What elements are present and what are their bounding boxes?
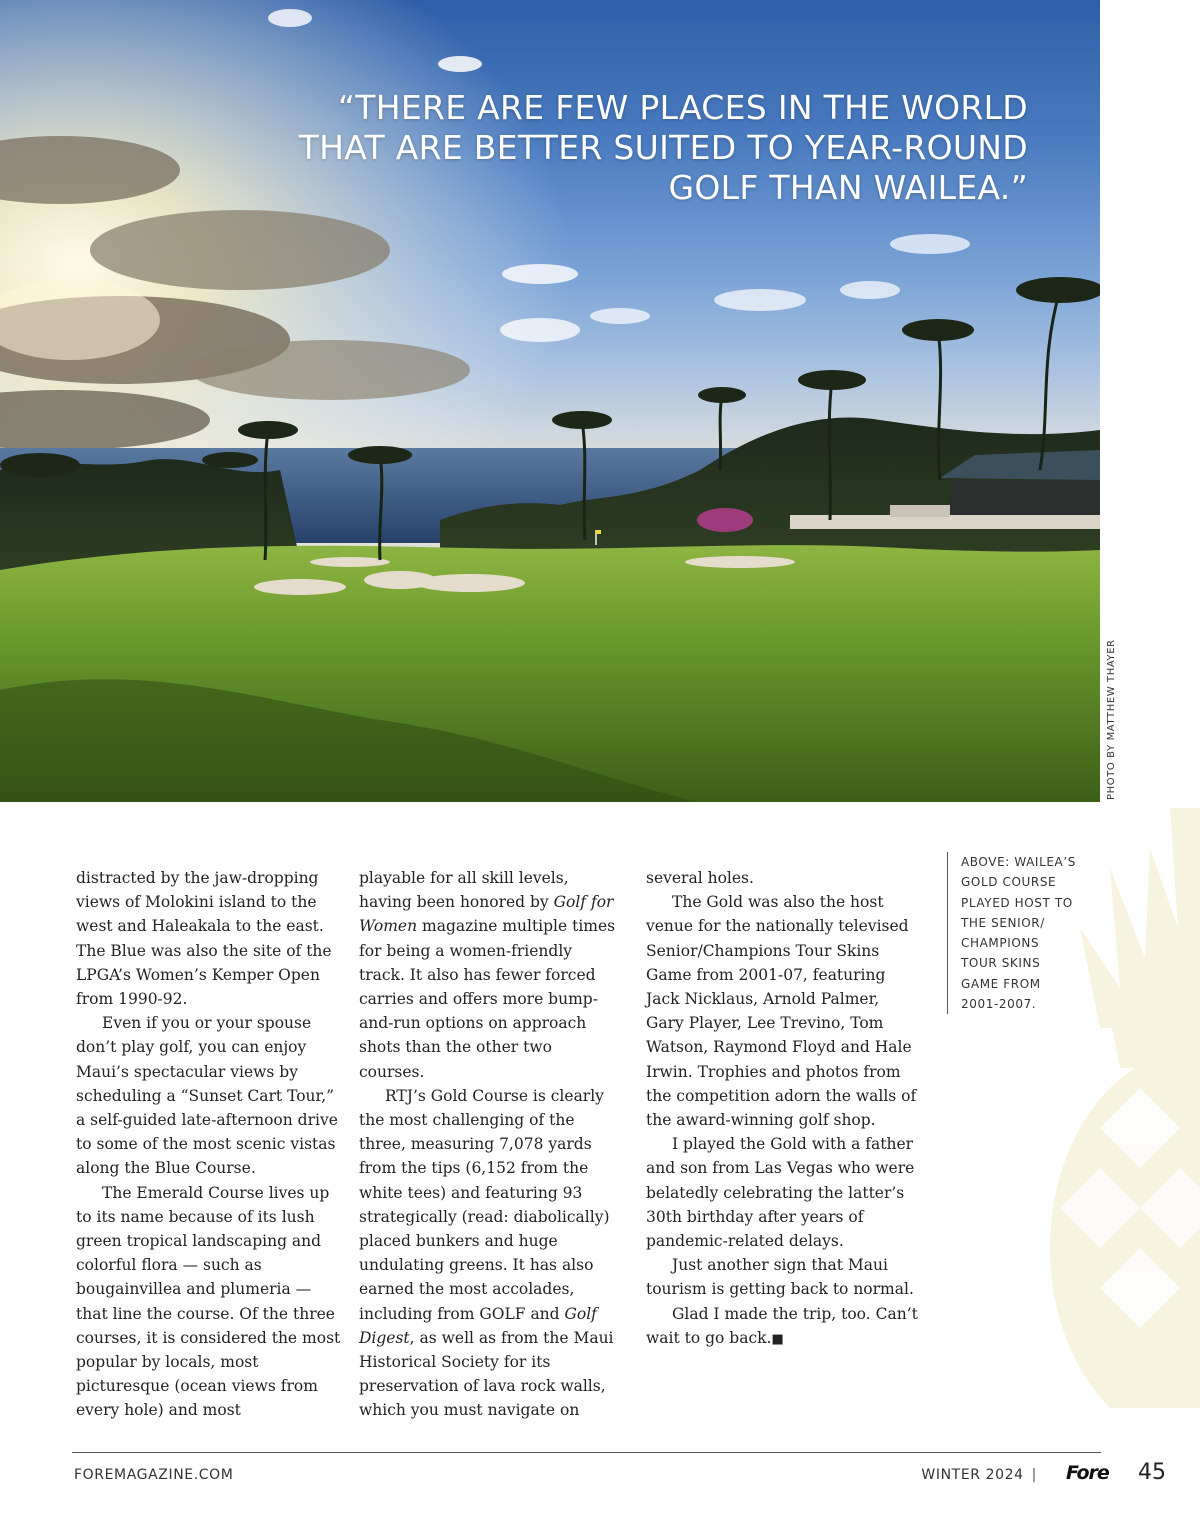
paragraph	[646, 1253, 918, 1301]
footer-issue	[921, 1467, 1045, 1483]
paragraph	[76, 1181, 346, 1423]
text-run: several holes.	[646, 869, 754, 887]
issue-date: WINTER 2024	[921, 1467, 1024, 1483]
text-run: The Emerald Course lives up to its name because of its lush green tropical landscaping and colorful flora — such as bougainvillea and plumeria — that line the course. Of the three courses, it is considered the most popular by locals, most picturesque (ocean views from every hole) and most	[76, 1183, 341, 1420]
italic-text: Golf for Women	[359, 893, 614, 936]
text-run: , as well as from the Maui Historical Society for its preservation of lava rock walls, which you must navigate on	[359, 1328, 614, 1420]
text-run: The Gold was also the host venue for the nationally televised Senior/Champions Tour Skins Game from 2001-07, featuring Jack Nicklaus, Arnold Palmer, Gary Player, Lee Trevino, Tom Watson, Raymond Floyd and Hale Irwin. Trophies and photos from the competition adorn the walls of the award-winning golf shop.	[646, 893, 917, 1130]
footer-website: FOREMAGAZINE.COM	[74, 1467, 234, 1483]
body-column-1	[76, 866, 346, 1423]
text-run: Even if you or your spouse don’t play golf, you can enjoy Maui’s spectacular views by scheduling a “Sunset Cart Tour,” a self-guided late-afternoon drive to some of the most scenic vistas along the Blue Course.	[76, 1014, 338, 1178]
footer-divider	[72, 1452, 1101, 1453]
italic-text: Golf Digest	[359, 1304, 597, 1347]
paragraph	[76, 866, 346, 1011]
bougainvillea-flowers	[697, 508, 753, 532]
photo-credit: PHOTO BY MATTHEW THAYER	[1106, 639, 1117, 800]
text-run: I played the Gold with a father and son from Las Vegas who were belatedly celebrating the latter’s 30th birthday after years of pandemic-related delays.	[646, 1135, 915, 1251]
page-number: 45	[1138, 1460, 1166, 1485]
hero-photo	[0, 0, 1100, 802]
paragraph	[646, 1132, 918, 1253]
text-run: Glad I made the trip, too. Can’t wait to go back.	[646, 1304, 918, 1347]
paragraph	[76, 1011, 346, 1180]
end-mark: ■	[771, 1331, 784, 1347]
footer-separator: |	[1031, 1467, 1037, 1483]
photo-caption: ABOVE: WAILEA’S GOLD COURSE PLAYED HOST TO THE SENIOR/ CHAMPIONS TOUR SKINS GAME FROM 2001-2007.	[947, 852, 1076, 1014]
text-run: Just another sign that Maui tourism is getting back to normal.	[646, 1256, 914, 1299]
text-run: magazine multiple times for being a women-friendly track. It also has fewer forced carries and offers more bump-and-run options on approach shots than the other two courses.	[359, 917, 616, 1081]
fore-logo: Fore	[1066, 1462, 1109, 1484]
pull-quote: “THERE ARE FEW PLACES IN THE WORLD THAT ARE BETTER SUITED TO YEAR-ROUND GOLF THAN WAILEA.”	[298, 88, 1028, 207]
paragraph	[359, 866, 621, 1084]
paragraph	[359, 1084, 621, 1423]
paragraph	[646, 890, 918, 1132]
text-run: distracted by the jaw-dropping views of Molokini island to the west and Haleakala to the east. The Blue was also the site of the LPGA’s Women’s Kemper Open from 1990-92.	[76, 869, 332, 1009]
paragraph	[646, 866, 918, 890]
body-column-3	[646, 866, 918, 1352]
text-run: playable for all skill levels, having been honored by	[359, 869, 569, 912]
text-run: RTJ’s Gold Course is clearly the most challenging of the three, measuring 7,078 yards from the tips (6,152 from the white tees) and featuring 93 strategically (read: diabolically) placed bunkers and huge undulating greens. It has also earned the most accolades, including from GOLF and	[359, 1086, 610, 1323]
paragraph	[646, 1302, 918, 1352]
body-column-2	[359, 866, 621, 1423]
flag	[596, 530, 601, 534]
